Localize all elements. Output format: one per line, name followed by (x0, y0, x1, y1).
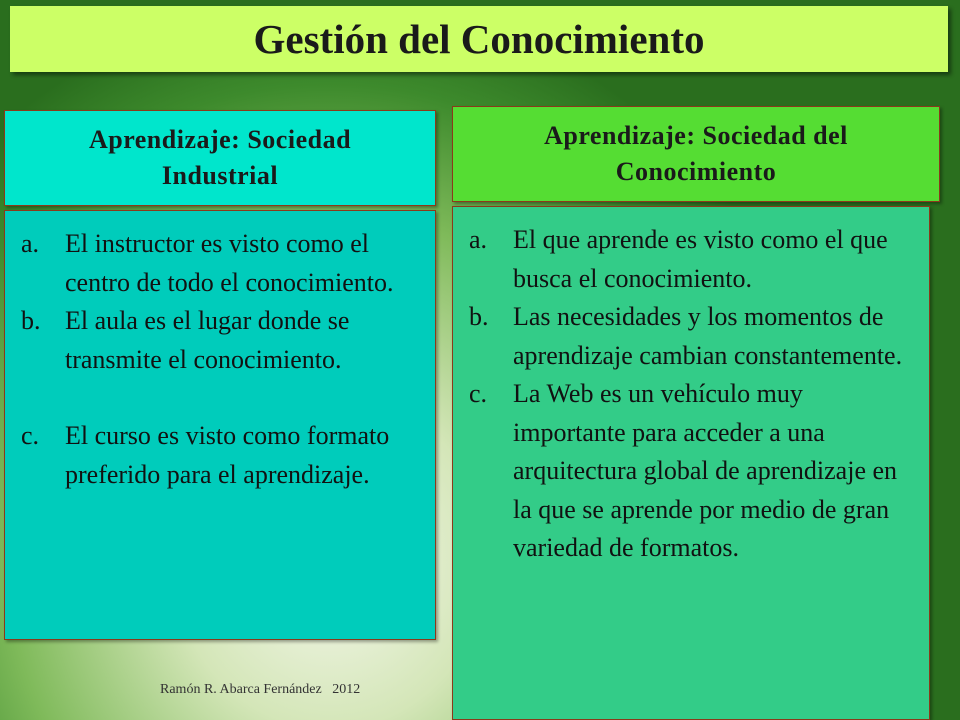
list-marker: a. (21, 229, 40, 258)
title-bar (10, 6, 948, 72)
list-marker: b. (469, 302, 489, 331)
list-item-text: La Web es un vehículo muy importante para acceder a una arquitectura global de aprendizaje en la que se aprende por medio de gran variedad de formatos. (513, 379, 898, 562)
heading-knowledge-society (452, 106, 940, 202)
list-marker: a. (469, 225, 488, 254)
list-marker: b. (21, 306, 41, 335)
list-item-text: El instructor es visto como el centro de todo el conocimiento. (65, 229, 394, 297)
list-item (21, 302, 425, 379)
list-item-text: El aula es el lugar donde se transmite el conocimiento. (65, 306, 350, 374)
list-spacer (21, 379, 425, 417)
slide-title: Gestión del Conocimiento (253, 16, 705, 62)
list-marker: c. (469, 379, 488, 408)
list-item-text: El que aprende es visto como el que busca el conocimiento. (513, 225, 888, 293)
list-item (469, 298, 919, 375)
list-marker: c. (21, 421, 40, 450)
list-item (469, 221, 919, 298)
list-item-text: El curso es visto como formato preferido para el aprendizaje. (65, 421, 390, 489)
list-item-text: Las necesidades y los momentos de aprendizaje cambian constantemente. (513, 302, 903, 370)
industrial-society-list (4, 210, 436, 640)
list-item (21, 417, 425, 494)
heading-industrial-society-text: Aprendizaje: Sociedad Industrial (88, 125, 352, 190)
heading-knowledge-society-text: Aprendizaje: Sociedad del Conocimiento (544, 121, 848, 186)
knowledge-society-list (452, 206, 930, 720)
list-item (469, 375, 919, 568)
author-footer: Ramón R. Abarca Fernández 2012 (160, 682, 361, 697)
heading-industrial-society (4, 110, 436, 206)
list-item (21, 225, 425, 302)
